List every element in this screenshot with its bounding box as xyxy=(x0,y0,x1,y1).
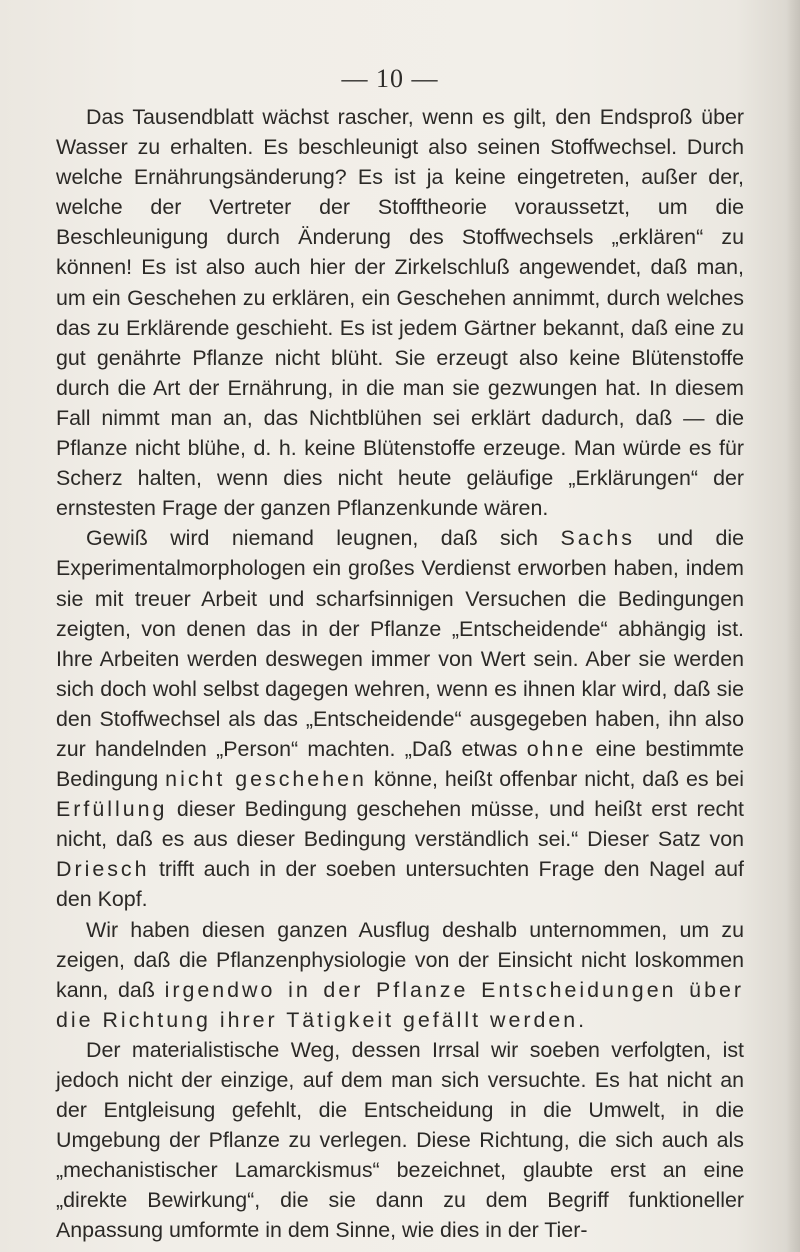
text-segment: Das Tausendblatt wächst rascher, wenn es gilt, den Endsproß über Wasser zu erhalten. Es beschleunigt also seinen Stoffwechsel. Durch welche Ernährungsänderung? Es ist ja keine eingetreten, außer der, welche der Vertreter der Stofftheorie voraussetzt, um die Beschleunigung durch Änderung des Stoffwechsels „erklären“ zu können! Es ist also auch hier der Zirkelschluß angewendet, daß man, um ein Geschehen zu erklären, ein Geschehen annimmt, durch welches das zu Erklärende geschieht. Es ist jedem Gärtner bekannt, daß eine zu gut genährte Pflanze nicht blüht. Sie erzeugt also keine Blütenstoffe durch die Art der Ernährung, in die man sie gezwungen hat. In diesem Fall nimmt man an, das Nichtblühen sei erklärt dadurch, daß — die Pflanze nicht blühe, d. h. keine Blütenstoffe erzeuge. Man würde es für Scherz halten, wenn dies nicht heute geläufige „Erklärungen“ der ernstesten Frage der ganzen Pflanzenkunde wären. xyxy=(56,105,744,521)
paragraph-1 xyxy=(56,102,744,523)
text-segment: Wir haben diesen ganzen Ausflug deshalb unternommen, um zu zeigen, daß die Pflanzenphysiologie von der Einsicht nicht loskommen kann, daß xyxy=(56,917,744,1002)
body-text xyxy=(56,102,744,1246)
spaced-name-driesch: Driesch xyxy=(56,857,150,882)
paragraph-2 xyxy=(56,523,744,914)
text-segment: Der materialistische Weg, dessen Irrsal wir soeben verfolgten, ist jedoch nicht der einzige, auf dem man sich versuchte. Es hat nicht an der Entgleisung gefehlt, die Entscheidung in die Umwelt, in die Umgebung der Pflanze zu verlegen. Diese Richtung, die sich auch als „mechanistischer Lamarckismus“ bezeichnet, glaubte erst an eine „direkte Bewirkung“, die sie dann zu dem Begriff funktioneller Anpassung umformte in dem Sinne, wie dies in der Tier- xyxy=(56,1037,744,1243)
text-segment: könne, heißt offenbar nicht, daß es bei xyxy=(366,767,745,792)
text-segment: und die Experimentalmorphologen ein großes Verdienst erworben haben, indem sie mit treuer Arbeit und scharfsinnigen Versuchen die Bedingungen zeigten, von denen das in der Pflanze „Entscheidende“ abhängig ist. Ihre Arbeiten werden deswegen immer von Wert sein. Aber sie werden sich doch wohl selbst dagegen wehren, wenn es ihnen klar wird, daß sie den Stoffwechsel als das „Entscheidende“ ausgegeben haben, ihn also zur handelnden „Person“ machten. „Daß etwas xyxy=(56,526,744,761)
paragraph-4 xyxy=(56,1035,744,1246)
spaced-emphasis-entscheidungen: irgendwo in der Pflanze Entscheidungen über die Richtung ihrer Tätigkeit gefällt werden. xyxy=(56,977,744,1032)
spaced-word-erfuellung: Erfüllung xyxy=(56,797,168,822)
spaced-word-ohne: ohne xyxy=(526,736,587,761)
page-number: — 10 — xyxy=(341,64,439,93)
spaced-name-sachs: Sachs xyxy=(560,526,635,551)
spaced-phrase-nicht-geschehen: nicht geschehen xyxy=(165,767,367,792)
text-segment: dieser Bedingung geschehen müsse, und heißt erst recht nicht, daß es aus dieser Bedingung verständlich sei.“ Dieser Satz von xyxy=(56,797,744,852)
text-segment: Gewiß wird niemand leugnen, daß sich xyxy=(86,526,561,551)
text-segment: eine bestimmte Bedingung xyxy=(56,736,744,792)
page-edge-shadow xyxy=(786,0,800,1252)
paragraph-3 xyxy=(56,915,744,1035)
text-segment: trifft auch in der soeben untersuchten Frage den Nagel auf den Kopf. xyxy=(56,857,744,912)
